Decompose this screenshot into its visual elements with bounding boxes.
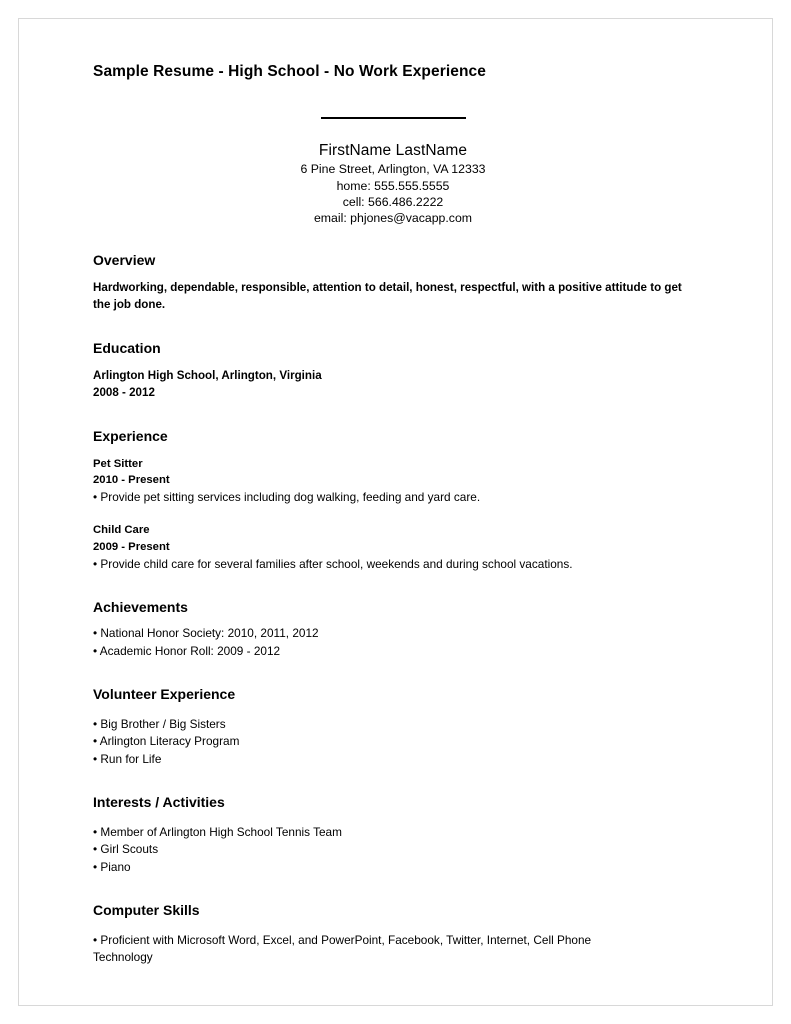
candidate-cell-phone: cell: 566.486.2222 xyxy=(342,194,444,209)
candidate-name: FirstName LastName xyxy=(318,142,468,159)
achievements-list xyxy=(93,625,693,660)
section-heading-achievements: Achievements xyxy=(93,599,188,616)
education-dates: 2008 - 2012 xyxy=(93,385,155,399)
horizontal-rule xyxy=(321,117,466,119)
section-heading-interests: Interests / Activities xyxy=(93,793,225,810)
list-item: • Piano xyxy=(93,859,131,874)
experience-description: • Provide pet sitting services including dog walking, feeding and yard care. xyxy=(93,490,481,505)
section-heading-experience: Experience xyxy=(93,427,168,444)
list-item: • Academic Honor Roll: 2009 - 2012 xyxy=(93,643,281,658)
experience-dates: 2009 - Present xyxy=(93,540,170,553)
interests-list xyxy=(93,824,693,876)
list-item: • Proficient with Microsoft Word, Excel, and PowerPoint, Facebook, Twitter, Internet, Cell Phone Technology xyxy=(93,932,592,965)
experience-description: • Provide child care for several families after school, weekends and during school vacations. xyxy=(93,557,573,572)
page-title: Sample Resume - High School - No Work Experience xyxy=(93,63,486,80)
resume-content xyxy=(93,49,693,966)
experience-dates: 2010 - Present xyxy=(93,473,170,486)
list-item: • Arlington Literacy Program xyxy=(93,734,240,749)
computer-skills-list xyxy=(93,932,693,967)
section-heading-overview: Overview xyxy=(93,252,156,269)
candidate-email: email: phjones@vacapp.com xyxy=(313,211,473,226)
title-divider xyxy=(93,109,693,127)
candidate-home-phone: home: 555.555.5555 xyxy=(336,178,450,193)
list-item: • National Honor Society: 2010, 2011, 2012 xyxy=(93,626,319,641)
experience-title: Pet Sitter xyxy=(93,457,143,470)
list-item: • Big Brother / Big Sisters xyxy=(93,716,226,731)
list-item: • Member of Arlington High School Tennis Team xyxy=(93,824,342,839)
section-heading-education: Education xyxy=(93,339,161,356)
resume-page xyxy=(18,18,773,1006)
experience-title: Child Care xyxy=(93,524,150,537)
contact-block xyxy=(93,141,693,226)
experience-entry xyxy=(93,456,693,507)
education-school: Arlington High School, Arlington, Virginia xyxy=(93,368,322,382)
volunteer-list xyxy=(93,716,693,768)
section-heading-computer-skills: Computer Skills xyxy=(93,901,200,918)
overview-text: Hardworking, dependable, responsible, attention to detail, honest, respectful, with a positive attitude to get the job done. xyxy=(93,281,682,312)
section-heading-volunteer: Volunteer Experience xyxy=(93,685,236,702)
experience-entry xyxy=(93,522,693,573)
list-item: • Run for Life xyxy=(93,751,162,766)
candidate-address: 6 Pine Street, Arlington, VA 12333 xyxy=(300,162,486,177)
list-item: • Girl Scouts xyxy=(93,842,159,857)
